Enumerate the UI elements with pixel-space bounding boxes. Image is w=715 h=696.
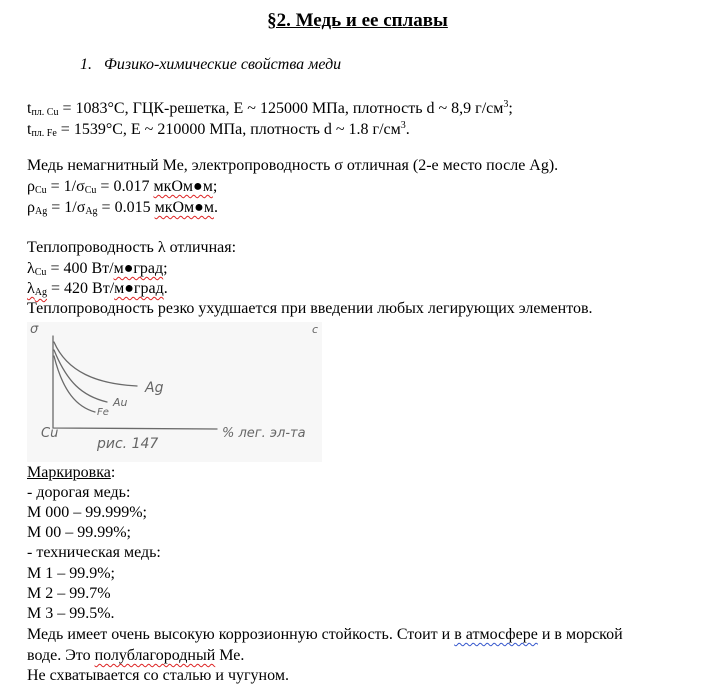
formula: = 1/σ	[47, 199, 86, 216]
curve-ag	[54, 342, 137, 386]
section-number: 1.	[80, 56, 92, 73]
subscript: Ag	[34, 206, 48, 217]
marking-m000: М 000 – 99.999%;	[27, 504, 147, 521]
label-ag: Ag	[145, 380, 164, 396]
text: Медь имеет очень высокую коррозионную стойкость. Стоит и	[27, 626, 455, 643]
text: воде. Это	[27, 647, 95, 664]
melting-cu-text: = 1083°C, ГЦК-решетка, Е ~ 125000 МПа, плотность d ~ 8,9 г/см	[58, 100, 504, 117]
punct: ;	[163, 260, 168, 277]
subscript: пл. Cu	[31, 107, 59, 118]
corner-mark: c	[312, 323, 319, 336]
subscript: Cu	[84, 185, 97, 196]
t-symbol: t	[27, 100, 32, 117]
t-symbol: t	[27, 121, 32, 138]
punct: ;	[508, 100, 513, 117]
formula: = 1/σ	[46, 178, 85, 195]
page-title: §2. Медь и ее сплавы	[267, 10, 448, 31]
marking-heading	[27, 463, 115, 483]
punct: :	[110, 464, 116, 481]
punct: .	[405, 121, 410, 138]
marking-title: Маркировка	[27, 464, 111, 481]
text-underlined: полублагородный	[94, 647, 216, 664]
label-fe: Fe	[97, 407, 109, 418]
value: = 400 Вт/	[46, 260, 114, 277]
x-axis-label: % лег. эл-та	[222, 426, 306, 441]
unit: мкОм●м	[153, 178, 213, 195]
thermal-note: Теплопроводность резко ухудшается при введении любых легирующих элементов.	[27, 300, 593, 317]
y-axis-label: σ	[30, 322, 39, 337]
text: и в морской	[537, 626, 623, 643]
section-title: Физико-химические свойства меди	[104, 56, 342, 73]
marking-m1: М 1 – 99.9%;	[27, 565, 115, 582]
subscript: Ag	[85, 206, 98, 217]
subscript: Cu	[34, 267, 47, 278]
melting-fe-line	[27, 116, 410, 144]
rho-symbol: ρ	[27, 199, 35, 216]
thermal-intro: Теплопроводность λ отличная:	[27, 239, 237, 256]
marking-expensive: - дорогая медь:	[27, 484, 131, 501]
figure-caption: рис. 147	[97, 436, 159, 452]
marking-m2: М 2 – 99.7%	[27, 585, 111, 602]
corrosion-line-1	[27, 625, 623, 645]
conductivity-intro: Медь немагнитный Ме, электропроводность σ отличная (2-е место после Ag).	[27, 157, 559, 174]
marking-technical: - техническая медь:	[27, 544, 161, 561]
origin-label: Cu	[41, 426, 59, 441]
lambda-symbol: λ	[27, 280, 35, 297]
unit: м●град	[114, 280, 164, 297]
label-au: Au	[113, 396, 128, 409]
marking-m3: М 3 – 99.5%.	[27, 605, 115, 622]
subscript: Cu	[34, 185, 47, 196]
subscript: Ag	[34, 287, 47, 298]
marking-m00: М 00 – 99.99%;	[27, 524, 131, 541]
superscript: 3	[400, 120, 406, 131]
unit: м●град	[113, 260, 164, 277]
text: Ме.	[215, 647, 245, 664]
value: = 420 Вт/	[47, 280, 115, 297]
superscript: 3	[503, 99, 509, 110]
unit: мкОм●м	[154, 199, 214, 216]
rho-ag-line	[27, 198, 218, 222]
axes	[53, 336, 217, 429]
melting-fe-text: = 1539°C, Е ~ 210000 МПа, плотность d ~ 1.8 г/см	[56, 121, 401, 138]
text-underlined: в атмосфере	[454, 626, 538, 643]
subscript: пл. Fe	[31, 128, 57, 139]
punct: ;	[212, 178, 218, 195]
lambda-symbol: λ	[27, 260, 35, 277]
sketch-svg	[27, 322, 322, 462]
rho-symbol: ρ	[27, 178, 35, 195]
corrosion-line-3: Не схватывается со сталью и чугуном.	[27, 667, 289, 684]
value: = 0.017	[96, 178, 154, 195]
curve-au	[54, 350, 107, 402]
value: = 0.015	[97, 199, 155, 216]
conductivity-sketch	[27, 322, 322, 462]
section-heading	[80, 55, 341, 75]
punct: .	[163, 280, 168, 297]
punct: .	[213, 199, 218, 216]
corrosion-line-2	[27, 646, 244, 666]
